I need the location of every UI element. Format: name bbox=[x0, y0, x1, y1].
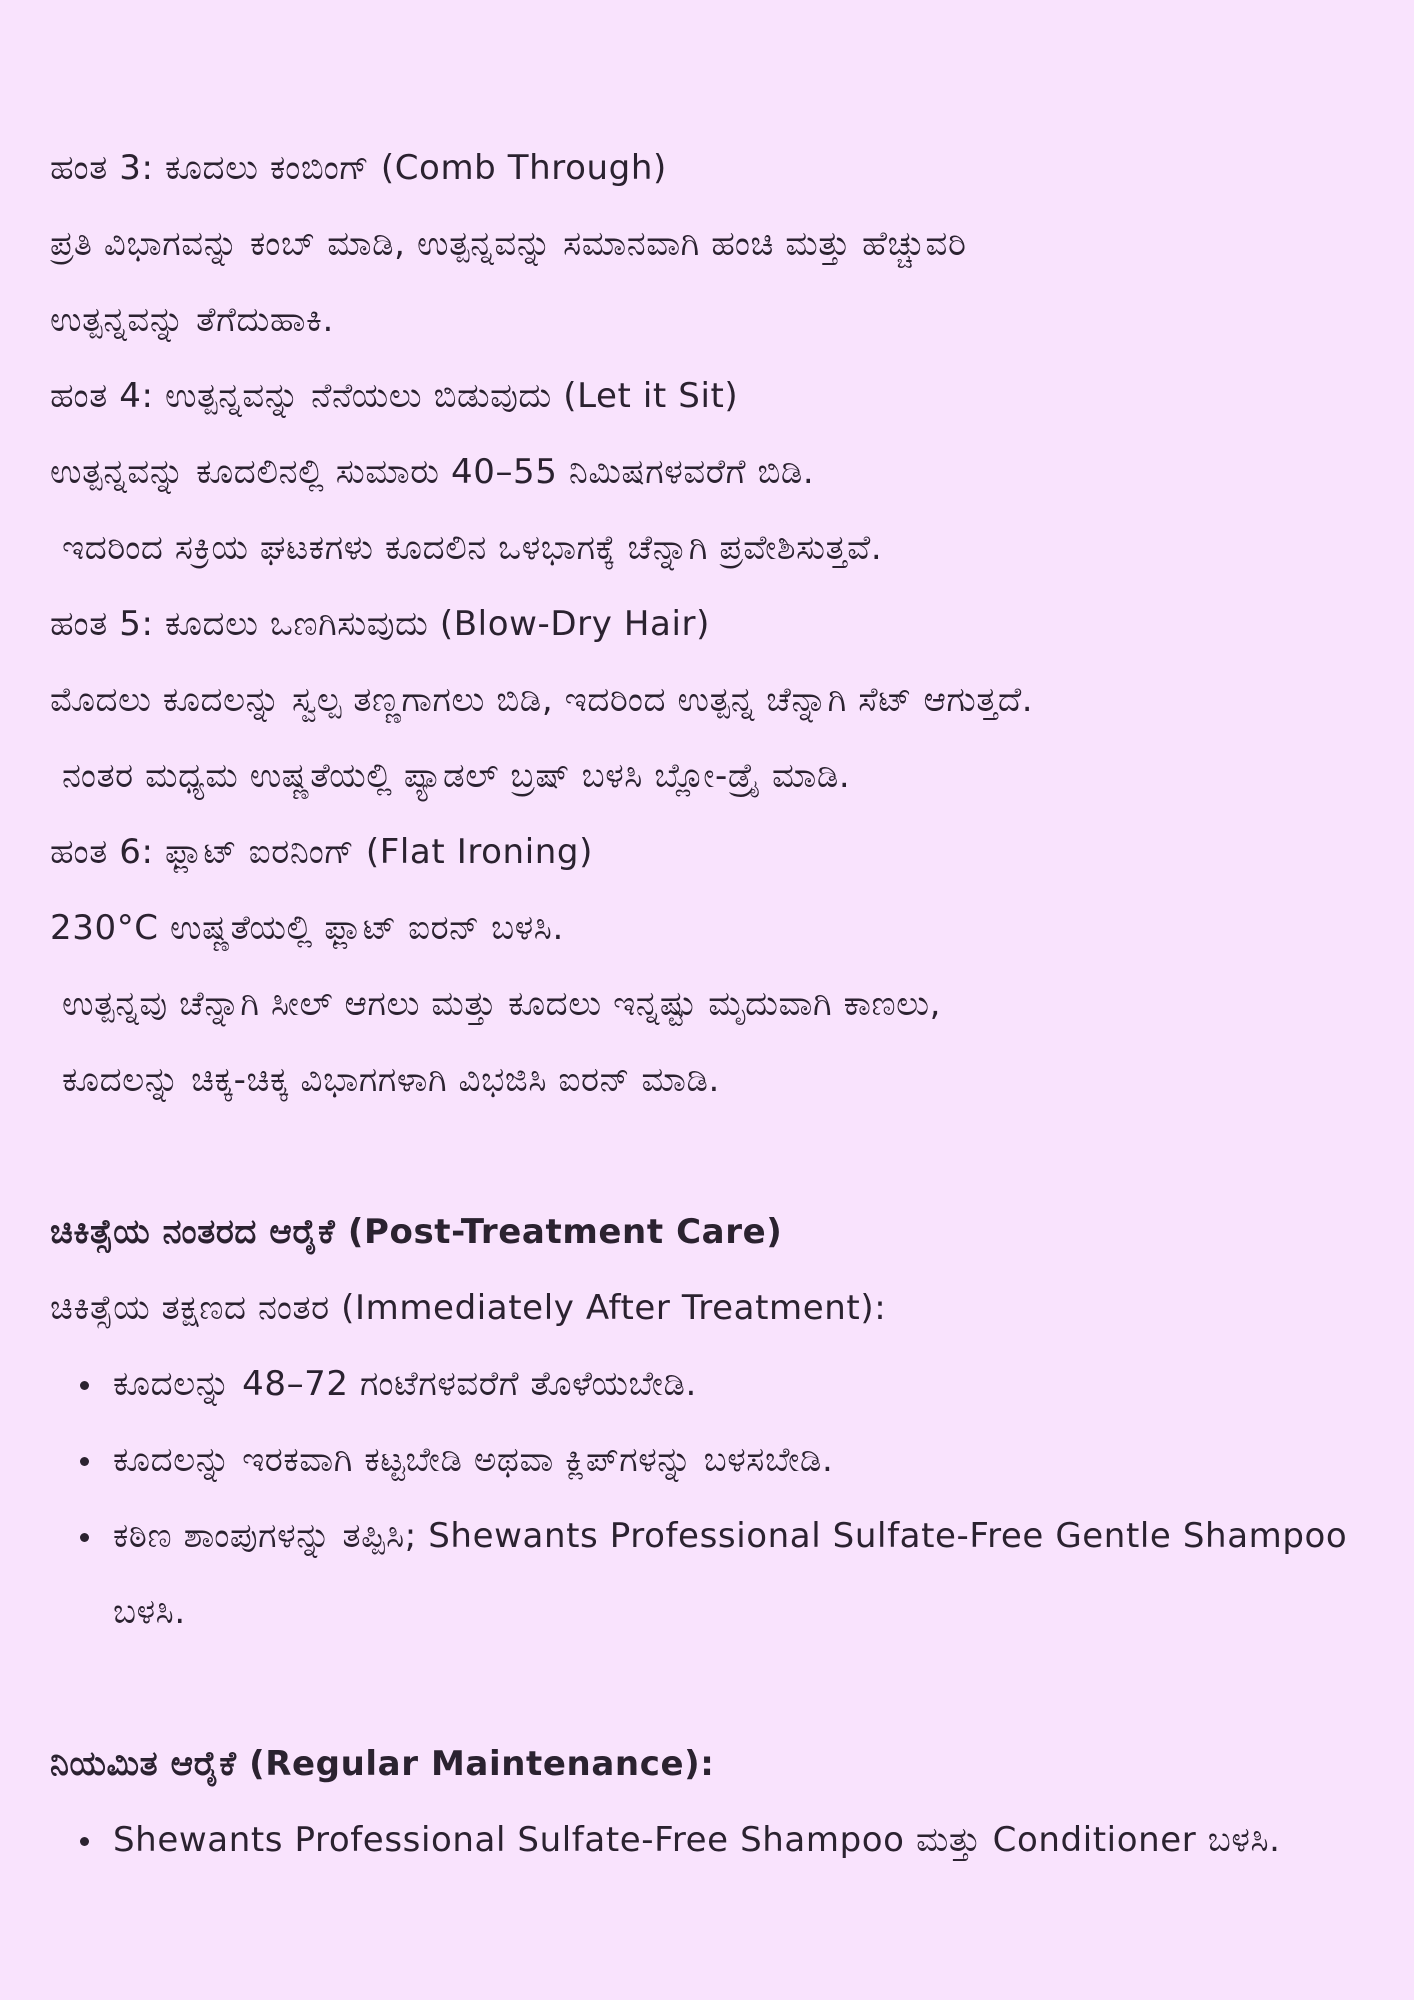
step-4-line-1: ಉತ್ಪನ್ನವನ್ನು ಕೂದಲಿನಲ್ಲಿ ಸುಮಾರು 40–55 ನಿಮಿಷಗಳವರೆಗೆ ಬಿಡಿ. bbox=[50, 452, 815, 492]
list-item bbox=[50, 1422, 1364, 1498]
step-3-title: ಹಂತ 3: ಕೂದಲು ಕಂಬಿಂಗ್ (Comb Through) bbox=[50, 148, 667, 188]
list-item bbox=[50, 1802, 1364, 1878]
step-5-line-2: ನಂತರ ಮಧ್ಯಮ ಉಷ್ಣತೆಯಲ್ಲಿ ಪ್ಯಾಡಲ್ ಬ್ರಷ್ ಬಳಸಿ ಬ್ಲೋ-ಡ್ರೈ ಮಾಡಿ. bbox=[62, 756, 851, 796]
regular-maintenance-heading: ನಿಯಮಿತ ಆರೈಕೆ (Regular Maintenance): bbox=[50, 1744, 715, 1784]
step-6-title: ಹಂತ 6: ಫ್ಲಾಟ್ ಐರನಿಂಗ್ (Flat Ironing) bbox=[50, 832, 593, 872]
bullet-icon bbox=[80, 1457, 89, 1466]
step-4-title: ಹಂತ 4: ಉತ್ಪನ್ನವನ್ನು ನೆನೆಯಲು ಬಿಡುವುದು (Let it Sit) bbox=[50, 376, 739, 416]
step-3-line-1: ಪ್ರತಿ ವಿಭಾಗವನ್ನು ಕಂಬ್ ಮಾಡಿ, ಉತ್ಪನ್ನವನ್ನು ಸಮಾನವಾಗಿ ಹಂಚಿ ಮತ್ತು ಹೆಚ್ಚುವರಿ bbox=[50, 224, 967, 264]
section-spacer bbox=[50, 1118, 1364, 1194]
bullet-icon bbox=[80, 1837, 89, 1846]
step-6-line-2: ಉತ್ಪನ್ನವು ಚೆನ್ನಾಗಿ ಸೀಲ್ ಆಗಲು ಮತ್ತು ಕೂದಲು ಇನ್ನಷ್ಟು ಮೃದುವಾಗಿ ಕಾಣಲು, bbox=[62, 984, 942, 1024]
regular-maintenance-list bbox=[50, 1802, 1364, 1878]
post-treatment-heading: ಚಿಕಿತ್ಸೆಯ ನಂತರದ ಆರೈಕೆ (Post-Treatment Care) bbox=[50, 1212, 783, 1252]
section-spacer bbox=[50, 1650, 1364, 1726]
step-6-line-1: 230°C ಉಷ್ಣತೆಯಲ್ಲಿ ಫ್ಲಾಟ್ ಐರನ್ ಬಳಸಿ. bbox=[50, 908, 564, 948]
step-3-line-2: ಉತ್ಪನ್ನವನ್ನು ತೆಗೆದುಹಾಕಿ. bbox=[50, 300, 334, 340]
list-item bbox=[50, 1498, 1353, 1650]
post-treatment-list bbox=[50, 1346, 1364, 1650]
list-item-text: ಕೂದಲನ್ನು ಇರಕವಾಗಿ ಕಟ್ಟಬೇಡಿ ಅಥವಾ ಕ್ಲಿಪ್‌ಗಳನ್ನು ಬಳಸಬೇಡಿ. bbox=[113, 1440, 834, 1480]
step-6-line-3: ಕೂದಲನ್ನು ಚಿಕ್ಕ-ಚಿಕ್ಕ ವಿಭಾಗಗಳಾಗಿ ವಿಭಜಿಸಿ ಐರನ್ ಮಾಡಿ. bbox=[62, 1060, 720, 1100]
step-5-line-1: ಮೊದಲು ಕೂದಲನ್ನು ಸ್ವಲ್ಪ ತಣ್ಣಗಾಗಲು ಬಿಡಿ, ಇದರಿಂದ ಉತ್ಪನ್ನ ಚೆನ್ನಾಗಿ ಸೆಟ್ ಆಗುತ್ತದೆ. bbox=[50, 680, 1034, 720]
list-item-text: ಕಠಿಣ ಶಾಂಪುಗಳನ್ನು ತಪ್ಪಿಸಿ; Shewants Professional Sulfate-Free Gentle Shampoo ಬಳಸಿ. bbox=[113, 1516, 1348, 1632]
bullet-icon bbox=[80, 1533, 89, 1542]
step-5-title: ಹಂತ 5: ಕೂದಲು ಒಣಗಿಸುವುದು (Blow-Dry Hair) bbox=[50, 604, 710, 644]
list-item bbox=[50, 1346, 1364, 1422]
post-treatment-subheading: ಚಿಕಿತ್ಸೆಯ ತಕ್ಷಣದ ನಂತರ (Immediately After Treatment): bbox=[50, 1288, 887, 1328]
bullet-icon bbox=[80, 1381, 89, 1390]
list-item-text: ಕೂದಲನ್ನು 48–72 ಗಂಟೆಗಳವರೆಗೆ ತೊಳೆಯಬೇಡಿ. bbox=[113, 1364, 697, 1404]
step-4-line-2: ಇದರಿಂದ ಸಕ್ರಿಯ ಘಟಕಗಳು ಕೂದಲಿನ ಒಳಭಾಗಕ್ಕೆ ಚೆನ್ನಾಗಿ ಪ್ರವೇಶಿಸುತ್ತವೆ. bbox=[62, 528, 883, 568]
list-item-text: Shewants Professional Sulfate-Free Shampoo ಮತ್ತು Conditioner ಬಳಸಿ. bbox=[113, 1820, 1281, 1860]
